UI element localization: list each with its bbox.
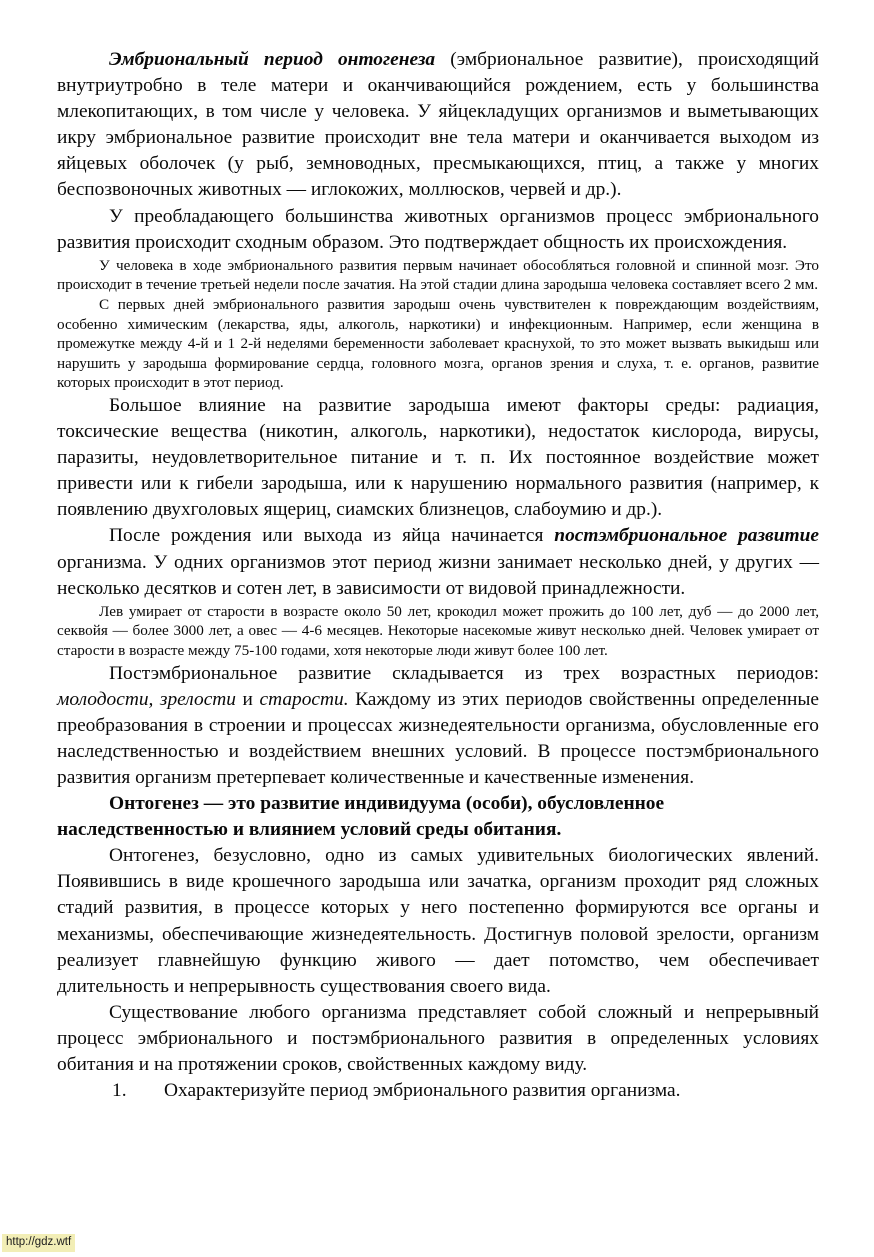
paragraph-ontogenesis-definition bbox=[57, 791, 819, 843]
term-embryonic-period-of-ontogenesis: Эмбриональный период онтогенеза bbox=[109, 49, 436, 70]
question-text: Охарактеризуйте период эмбрионального развития организма. bbox=[164, 1080, 681, 1102]
paragraph-embryonic-period bbox=[57, 47, 819, 204]
paragraph-text: После рождения или выхода из яйца начинается bbox=[109, 525, 555, 547]
paragraph-text: У преобладающего большинства животных организмов процесс эмбрионального развития происходит сходным образом. Это подтверждает общность их происхождения. bbox=[57, 205, 819, 253]
term-youth-maturity: молодости, зрелости bbox=[57, 688, 236, 710]
paragraph-text: Каждому из этих периодов свойственны определенные преобразования в строении и процессах жизнедеятельности организма, обусловленные его наследственностью и воздействием внешних условий. В процессе постэмбрионального развития организм претерпевает количественные и качественные изменения. bbox=[57, 688, 819, 788]
paragraph-postembryonic-start bbox=[57, 523, 819, 601]
paragraph-text: Большое влияние на развитие зародыша имеют факторы среды: радиация, токсические вещества (никотин, алкоголь, наркотики), недостаток кислорода, вирусы, паразиты, неудовлетворительное питание и т. п. Их постоянное воздействие может привести или к гибели зародыша, или к нарушению нормального развития (например, к появлению двухголовых ящериц, сиамских близнецов, слабоумию и др.). bbox=[57, 395, 819, 521]
note-text: С первых дней эмбрионального развития зародыш очень чувствителен к повреждающим воздействиям, особенно химическим (лекарства, яды, алкоголь, наркотики) и инфекционным. Например, если женщина в промежутке между 4-й и 1 2-й неделями беременности заболевает краснухой, то это может вызвать выкидыш или нарушить у зародыша формирование сердца, головного мозга, органов зрения и слуха, т. е. органов, развитие которых происходит в этот период. bbox=[57, 295, 819, 392]
paragraph-text: организма. У одних организмов этот период жизни занимает несколько дней, у других — несколько десятков и сотен лет, в зависимости от видовой принадлежности. bbox=[57, 551, 819, 599]
note-text: Лев умирает от старости в возрасте около 50 лет, крокодил может прожить до 100 лет, дуб — до 2000 лет, секвойя — более 3000 лет, а овес — 4-6 месяцев. Некоторые насекомые живут несколько дней. Человек умирает от старости в возрасте между 75-100 годами, хотя некоторые люди живут более 100 лет. bbox=[57, 602, 819, 659]
definition-text: Онтогенез — это развитие индивидуума (особи), обусловленное наследственностью и влиянием условий среды обитания. bbox=[57, 793, 665, 841]
note-embryo-sensitivity bbox=[57, 295, 819, 393]
source-watermark[interactable]: http://gdz.wtf bbox=[2, 1234, 75, 1252]
question-number: 1. bbox=[112, 1080, 127, 1102]
paragraph-three-age-periods bbox=[57, 661, 819, 791]
document-body bbox=[57, 47, 819, 1104]
paragraph-text: Онтогенез, безусловно, одно из самых удивительных биологических явлений. Появившись в виде крошечного зародыша или зачатка, организм проходит ряд сложных стадий развития, в процессе которых у него постепенно формируются все органы и механизмы, обеспечивающие жизнедеятельность. Достигнув половой зрелости, организм реализует главнейшую функцию живого — дает потомство, чем обеспечивает длительность и непрерывность существования своего вида. bbox=[57, 845, 819, 997]
paragraph-text: Постэмбриональное развитие складывается из трех возрастных периодов: bbox=[109, 662, 819, 684]
paragraph-environment-factors bbox=[57, 393, 819, 523]
term-postembryonic-development: постэмбриональное развитие bbox=[554, 525, 819, 547]
paragraph-existence-summary bbox=[57, 1000, 819, 1078]
paragraph-text: Существование любого организма представляет собой сложный и непрерывный процесс эмбрионального и постэмбрионального развития в определенных условиях обитания и на протяжении сроков, свойственных каждому виду. bbox=[57, 1001, 819, 1075]
note-human-brain-development bbox=[57, 256, 819, 295]
paragraph-text: (эмбриональное развитие), происходящий внутриутробно в теле матери и оканчивающийся рождением, есть у большинства млекопитающих, в том числе у человека. У яйцекладущих организмов и выметывающих икру эмбриональное развитие происходит вне тела матери и оканчивается выходом из яйцевых оболочек (у рыб, земноводных, пресмыкающихся, птиц, а также у многих беспозвоночных животных — иглокожих, моллюсков, червей и др.). bbox=[57, 49, 819, 201]
paragraph-majority-animals bbox=[57, 204, 819, 256]
paragraph-text: и bbox=[236, 688, 260, 710]
question-item-1 bbox=[57, 1078, 819, 1104]
paragraph-ontogenesis-amazing bbox=[57, 843, 819, 1000]
note-lifespans bbox=[57, 602, 819, 661]
term-old-age: старости. bbox=[259, 688, 349, 710]
note-text: У человека в ходе эмбрионального развития первым начинает обособляться головной и спинной мозг. Это происходит в течение третьей недели после зачатия. На этой стадии длина зародыша человека составляет всего 2 мм. bbox=[57, 256, 819, 294]
